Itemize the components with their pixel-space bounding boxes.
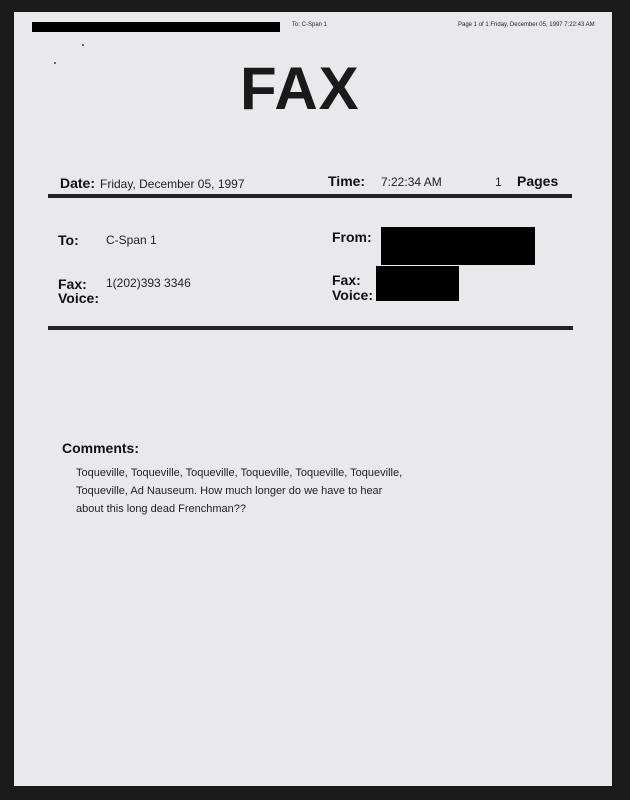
header-page-line: Page 1 of 1 Friday, December 05, 1997 7:22:43 AM (458, 22, 595, 28)
comments-label: Comments: (62, 440, 140, 456)
to-fax-value: 1(202)393 3346 (106, 276, 191, 290)
from-fax-label: Fax: (332, 272, 361, 288)
date-label: Date: (60, 175, 96, 191)
to-value: C-Span 1 (106, 233, 157, 247)
from-label: From: (332, 229, 372, 245)
to-voice-label: Voice: (58, 290, 99, 306)
top-divider (48, 194, 572, 198)
time-value: 7:22:34 AM (381, 175, 442, 189)
redaction-from (381, 227, 535, 265)
redaction-header (32, 22, 280, 32)
pages-count: 1 (495, 175, 502, 189)
fax-page (14, 12, 612, 786)
time-label: Time: (328, 173, 366, 189)
bottom-divider (48, 326, 573, 330)
scan-speck (54, 62, 56, 64)
to-fax-label: Fax: (58, 276, 87, 292)
scan-speck (82, 44, 84, 46)
redaction-from-fax (376, 266, 459, 301)
to-label: To: (58, 232, 79, 248)
pages-label: Pages (517, 173, 559, 189)
comments-body: Toqueville, Toqueville, Toqueville, Toqueville, Toqueville, Toqueville, Toqueville, Ad Nauseum. How much longer do we have to hear about this long dead Frenchman?? (76, 467, 403, 515)
header-to-line: To: C-Span 1 (292, 22, 328, 28)
date-value: Friday, December 05, 1997 (100, 177, 245, 191)
from-voice-label: Voice: (332, 287, 373, 303)
fax-title: FAX (240, 55, 360, 122)
